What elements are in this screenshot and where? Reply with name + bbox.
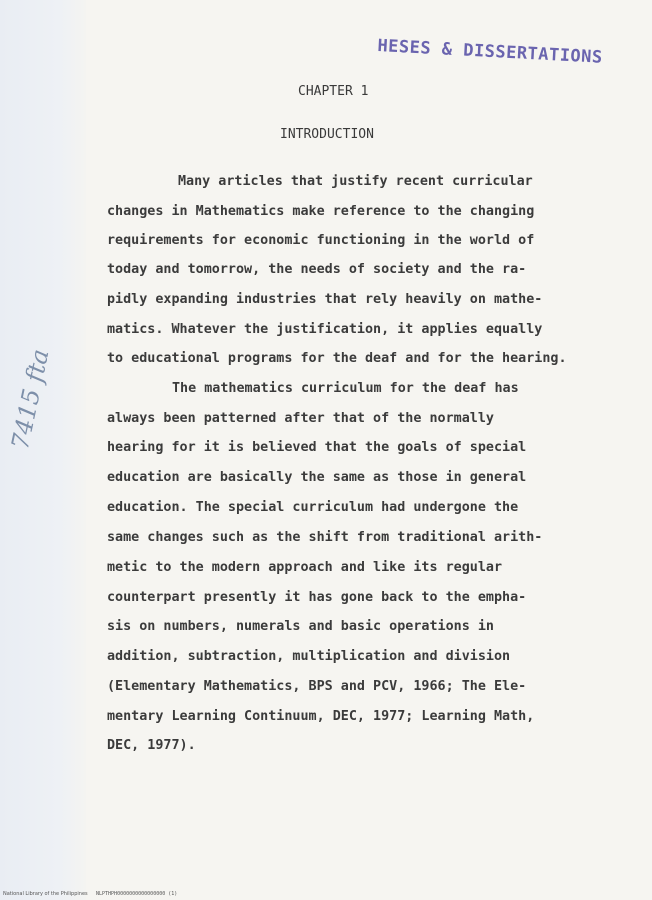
body-line: today and tomorrow, the needs of society and the ra- [107,262,527,277]
chapter-title: INTRODUCTION [280,127,374,142]
body-line: education are basically the same as those in general [107,470,527,485]
footer-library-credit: National Library of the Philippines [3,891,88,897]
body-line: DEC, 1977). [107,738,196,753]
body-line: mentary Learning Continuum, DEC, 1977; Learning Math, [107,709,535,724]
handwritten-note-text: 7415 fta [6,346,55,452]
body-line: to educational programs for the deaf and for the hearing. [107,351,567,366]
body-line: same changes such as the shift from traditional arith- [107,530,543,545]
body-line: The mathematics curriculum for the deaf has [172,381,519,396]
body-line: requirements for economic functioning in the world of [107,233,535,248]
body-line: (Elementary Mathematics, BPS and PCV, 1966; The Ele- [107,679,527,694]
chapter-number: CHAPTER 1 [298,84,369,99]
body-line: always been patterned after that of the normally [107,411,494,426]
body-line: education. The special curriculum had undergone the [107,500,519,515]
body-line: counterpart presently it has gone back to the empha- [107,590,527,605]
body-line: hearing for it is believed that the goals of special [107,440,527,455]
body-line: sis on numbers, numerals and basic operations in [107,619,494,634]
handwritten-margin-note [6,346,55,462]
body-line: changes in Mathematics make reference to the changing [107,204,535,219]
body-line: addition, subtraction, multiplication and division [107,649,511,664]
body-line: metic to the modern approach and like its regular [107,560,503,575]
footer-code: NLPTHPH0000000000000000 (1) [96,891,178,897]
theses-dissertations-stamp: HESES & DISSERTATIONS [376,36,604,68]
body-line: Many articles that justify recent curricular [178,174,533,189]
body-line: matics. Whatever the justification, it applies equally [107,322,543,337]
body-line: pidly expanding industries that rely heavily on mathe- [107,292,543,307]
